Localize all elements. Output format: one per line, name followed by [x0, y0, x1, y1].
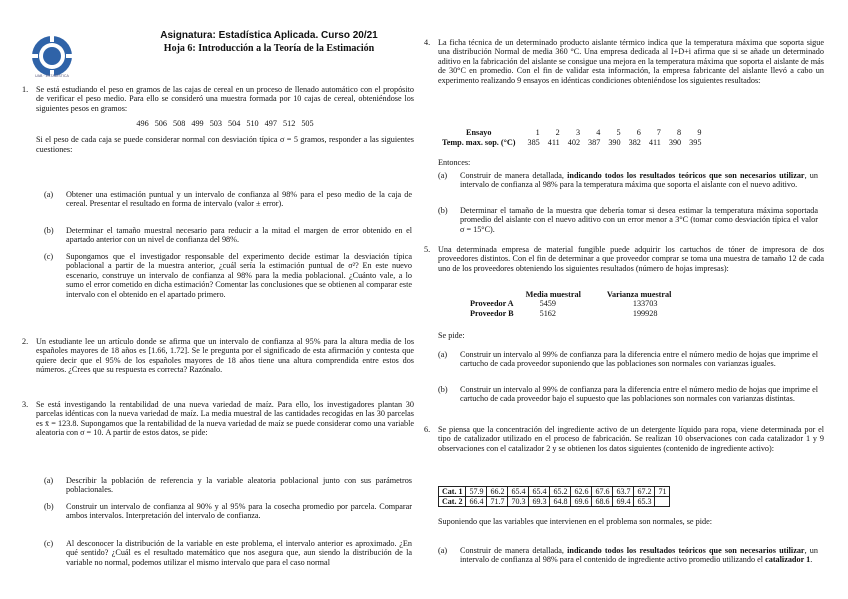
part-text: Construir de manera detallada,	[460, 171, 568, 180]
table-row	[464, 290, 677, 299]
part-label: (a)	[438, 171, 448, 180]
problem-1	[22, 85, 414, 154]
problem-number: 1.	[22, 85, 29, 94]
table-cell: 6	[636, 128, 641, 137]
problem-2	[22, 337, 414, 375]
table-cell: 64.8	[550, 497, 571, 507]
temperature-table	[438, 128, 705, 148]
problem-number: 5.	[424, 245, 431, 254]
catalyst-table	[438, 486, 670, 507]
table-cell: 402	[567, 138, 581, 147]
part-text: Construir un intervalo al 99% de confianza para la diferencia entre el número medio de hojas que imprime el cartucho de cada proveedor bajo el supuesto que las poblaciones son normales con varianzas distintas.	[460, 385, 818, 404]
problem-text: Se está investigando la rentabilidad de una nueva variedad de maíz. Para ello, los investigadores plantan 30 parcelas idénticas con la nueva variedad de maíz. La media muestral de las cantidades recogidas en las 30 parcelas es x̄ = 123.8. Supongamos que la rentabilidad de la nueva variedad de maíz se puede considerar como una variable aleatoria con σ = 10. A partir de estos datos, se pide:	[36, 400, 414, 438]
part-text: Al desconocer la distribución de la variable en este problema, el intervalo anterior es aproximado. ¿En qué sentido? ¿Cuál es el resultado matemático que nos asegura que, aun siendo la distribución de la variable no normal, podemos utilizar el mismo intervalo que para el caso normal	[66, 539, 412, 567]
row-header: Proveedor B	[470, 308, 514, 318]
column-header: Varianza muestral	[606, 290, 672, 299]
problem-5-part-a	[438, 350, 818, 369]
row-header: Ensayo	[466, 128, 492, 137]
weights-data: 496 506 508 499 503 504 510 497 512 505	[136, 119, 314, 129]
problem-4	[424, 38, 824, 85]
part-text-bold: indicando todos los resultados teóricos que son necesarios utilizar	[567, 171, 805, 180]
sheet-title: Hoja 6: Introducción a la Teoría de la Estimación	[163, 43, 375, 54]
table-cell: 69.6	[571, 497, 592, 507]
problem-1-part-b	[44, 226, 412, 245]
table-cell: 7	[656, 128, 661, 137]
part-text: , un intervalo de confianza al 98% para el contenido de ingrediente activo promedio utilizando el	[460, 546, 818, 565]
row-header: Proveedor A	[470, 299, 514, 309]
problem-text: Una determinada empresa de material fungible puede adquirir los cartuchos de tóner de impresora de dos proveedores distintos. Con el fin de determinar a que proveedor comprar se toma una muestra de tamaño 12 de cada uno de los proveedores obteniendo los siguientes resultados (número de hojas impresas):	[438, 245, 824, 273]
table-cell: 70.3	[508, 497, 529, 507]
table-cell	[464, 290, 520, 299]
table-row	[438, 128, 705, 138]
table-cell: 411	[547, 138, 560, 147]
problem-number: 3.	[22, 400, 29, 409]
part-text: Describir la población de referencia y la variable aleatoria poblacional junto con sus parámetros poblacionales.	[66, 476, 412, 495]
table-cell: 9	[697, 128, 702, 137]
university-logo-icon	[30, 34, 74, 78]
problem-1-part-c	[44, 252, 412, 299]
table-row	[439, 497, 670, 507]
table-cell: 5162	[539, 308, 556, 318]
problem-number: 4.	[424, 38, 431, 47]
table-cell: 133703	[632, 299, 658, 309]
table-cell: 385	[527, 138, 540, 147]
part-text: Obtener una estimación puntual y un intervalo de confianza al 98% para el peso medio de la caja de cereal. Presentar el resultado en forma de intervalo (valor ± error).	[66, 190, 412, 209]
table-cell: 3	[575, 128, 581, 137]
table-row	[438, 138, 705, 148]
part-text: Construir de manera detallada,	[460, 546, 568, 555]
problem-4-part-a	[438, 171, 818, 190]
problem-number: 6.	[424, 425, 431, 434]
providers-table	[464, 290, 677, 318]
table-cell: 71	[655, 487, 670, 497]
course-title: Asignatura: Estadística Aplicada. Curso 20/21	[160, 30, 378, 41]
logo-caption: UAB · ESTADÍSTICA	[35, 74, 69, 78]
table-cell: 69.4	[613, 497, 634, 507]
table-cell: 63.7	[613, 487, 634, 497]
part-label: (a)	[438, 546, 448, 555]
table-cell: 5	[616, 128, 621, 137]
table-cell: 1	[535, 128, 540, 137]
table-cell: 8	[677, 128, 682, 137]
table-cell: 65.4	[508, 487, 529, 497]
table-row	[439, 487, 670, 497]
table-cell: 69.3	[529, 497, 550, 507]
problem-3-part-a	[44, 476, 412, 495]
problem-6	[424, 425, 824, 453]
part-text: .	[810, 555, 813, 565]
table-cell: 4	[596, 128, 601, 137]
table-cell: 5459	[539, 299, 556, 309]
part-text: Construir un intervalo al 99% de confianza para la diferencia entre el número medio de hojas que imprime el cartucho de cada proveedor suponiendo que las poblaciones son normales con varianzas iguales.	[460, 350, 818, 369]
part-text-bold: catalizador 1	[765, 555, 811, 565]
table-cell: 2	[555, 128, 560, 137]
assumption-text: Suponiendo que las variables que intervienen en el problema son normales, se pide:	[438, 517, 712, 526]
part-label: (b)	[44, 502, 54, 511]
table-cell: 66.2	[487, 487, 508, 497]
table-cell: 395	[689, 138, 702, 147]
row-header: Temp. max. sop. (°C)	[442, 138, 516, 147]
column-header: Media muestral	[525, 290, 581, 299]
problem-3-part-b	[44, 502, 412, 521]
table-cell: 68.6	[592, 497, 613, 507]
table-cell: 57.9	[466, 487, 487, 497]
table-row	[464, 309, 677, 318]
then-label: Entonces:	[438, 158, 471, 167]
table-cell: 67.6	[592, 487, 613, 497]
table-cell: 67.2	[634, 487, 655, 497]
part-label: (c)	[44, 539, 54, 548]
problem-3	[22, 400, 414, 438]
table-row	[464, 299, 677, 308]
problem-6-part-a	[438, 546, 818, 565]
problem-condition: Si el peso de cada caja se puede considerar normal con desviación típica σ = 5 gramos, responder a las siguientes cuestiones:	[36, 135, 414, 154]
problem-4-part-b	[438, 206, 818, 234]
problem-text: La ficha técnica de un determinado producto aislante térmico indica que la temperatura máxima que soporta sigue una distribución Normal de media 360 °C. Una empresa dedicada al I+D+i afirma que si se añade un determinado aditivo en la fabricación del aislante se consigue una mejora en la temperatura máxima que soporta el aislante de más de 30°C en promedio. Con el fin de validar esta información, la empresa fabricante del aislante llevó a cabo un experimento realizando 9 ensayos en idénticas condiciones obteniéndose los siguientes resultados:	[438, 38, 824, 85]
problem-5	[424, 245, 824, 273]
part-text: Determinar el tamaño de la muestra que debería tomar si desea estimar la temperatura máxima soportada promedio del aislante con el nuevo aditivo con un error menor a 3°C (tomar como desviación típica el valor σ = 15°C).	[460, 206, 818, 234]
problem-5-part-b	[438, 385, 818, 404]
part-text: Supongamos que el investigador responsable del experimento decide estimar la desviación típica poblacional a partir de la muestra anterior, ¿cuál sería la estimación puntual de σ²? En este nuevo escenario, construye un intervalo de confianza al 98% para la media poblacional. ¿Cuánto vale, a lo sumo el error cometido en dicha estimación? Comentar las conclusiones que se obtienen al comparar este intervalo con el obtenido en el apartado primero.	[66, 252, 412, 299]
table-cell	[655, 497, 670, 507]
table-cell: 390	[608, 138, 621, 147]
table-cell: 411	[648, 138, 661, 147]
part-label: (b)	[44, 226, 54, 235]
table-cell: 65.2	[550, 487, 571, 497]
problem-text: Se está estudiando el peso en gramos de las cajas de cereal en un proceso de llenado automático con el propósito de verificar el peso medio. Para ello se consideró una muestra formada por 10 cajas de cereal, obteniéndose los siguientes pesos en gramos:	[36, 85, 414, 113]
part-label: (b)	[438, 206, 448, 215]
row-header: Cat. 1	[439, 487, 466, 497]
part-label: (a)	[44, 190, 54, 199]
problem-3-part-c	[44, 539, 412, 567]
table-cell: 62.6	[571, 487, 592, 497]
part-text-bold: indicando todos los resultados teóricos que son necesarios utilizar	[567, 546, 805, 555]
table-cell: 65.4	[529, 487, 550, 497]
problem-1-part-a	[44, 190, 412, 209]
table-cell: 71.7	[487, 497, 508, 507]
part-label: (a)	[44, 476, 54, 485]
part-text: , un intervalo de confianza al 98% para la temperatura máxima que soporta el aislante con el nuevo aditivo.	[460, 171, 818, 190]
row-header: Cat. 2	[439, 497, 466, 507]
problem-text: Se piensa que la concentración del ingrediente activo de un detergente líquido para ropa, viene determinada por el tipo de catalizador utilizado en el proceso de fabricación. Se realizan 10 observaciones con cada catalizador 1 y 9 observaciones con el catalizador 2 y se obtienen los datos siguientes (contenido de ingrediente activo):	[438, 425, 824, 453]
table-cell: 382	[628, 138, 641, 147]
problem-number: 2.	[22, 337, 29, 346]
table-cell: 387	[588, 138, 601, 147]
problem-text: Un estudiante lee un artículo donde se afirma que un intervalo de confianza al 95% para la altura media de los españoles mayores de 18 años es [1.66, 1.72]. Se le pregunta por el significado de esta afirmación y contesta que quiere decir que el 95% de los españoles mayores de 18 años tiene una altura comprendida entre estos dos números. ¿Crees que su respuesta es correcta? Razónalo.	[36, 337, 414, 375]
part-label: (c)	[44, 252, 54, 261]
part-label: (b)	[438, 385, 448, 394]
table-cell: 65.3	[634, 497, 655, 507]
part-text: Construir un intervalo de confianza al 90% y al 95% para la cosecha promedio por parcela. Comparar ambos intervalos. Interpretación del intervalo de confianza.	[66, 502, 412, 521]
table-cell: 66.4	[466, 497, 487, 507]
part-text: Determinar el tamaño muestral necesario para reducir a la mitad el margen de error obtenido en el apartado anterior con un nivel de confianza del 98%.	[66, 226, 412, 245]
table-cell: 390	[668, 138, 682, 147]
ask-label: Se pide:	[438, 331, 465, 340]
table-cell: 199928	[632, 308, 658, 318]
part-label: (a)	[438, 350, 448, 359]
